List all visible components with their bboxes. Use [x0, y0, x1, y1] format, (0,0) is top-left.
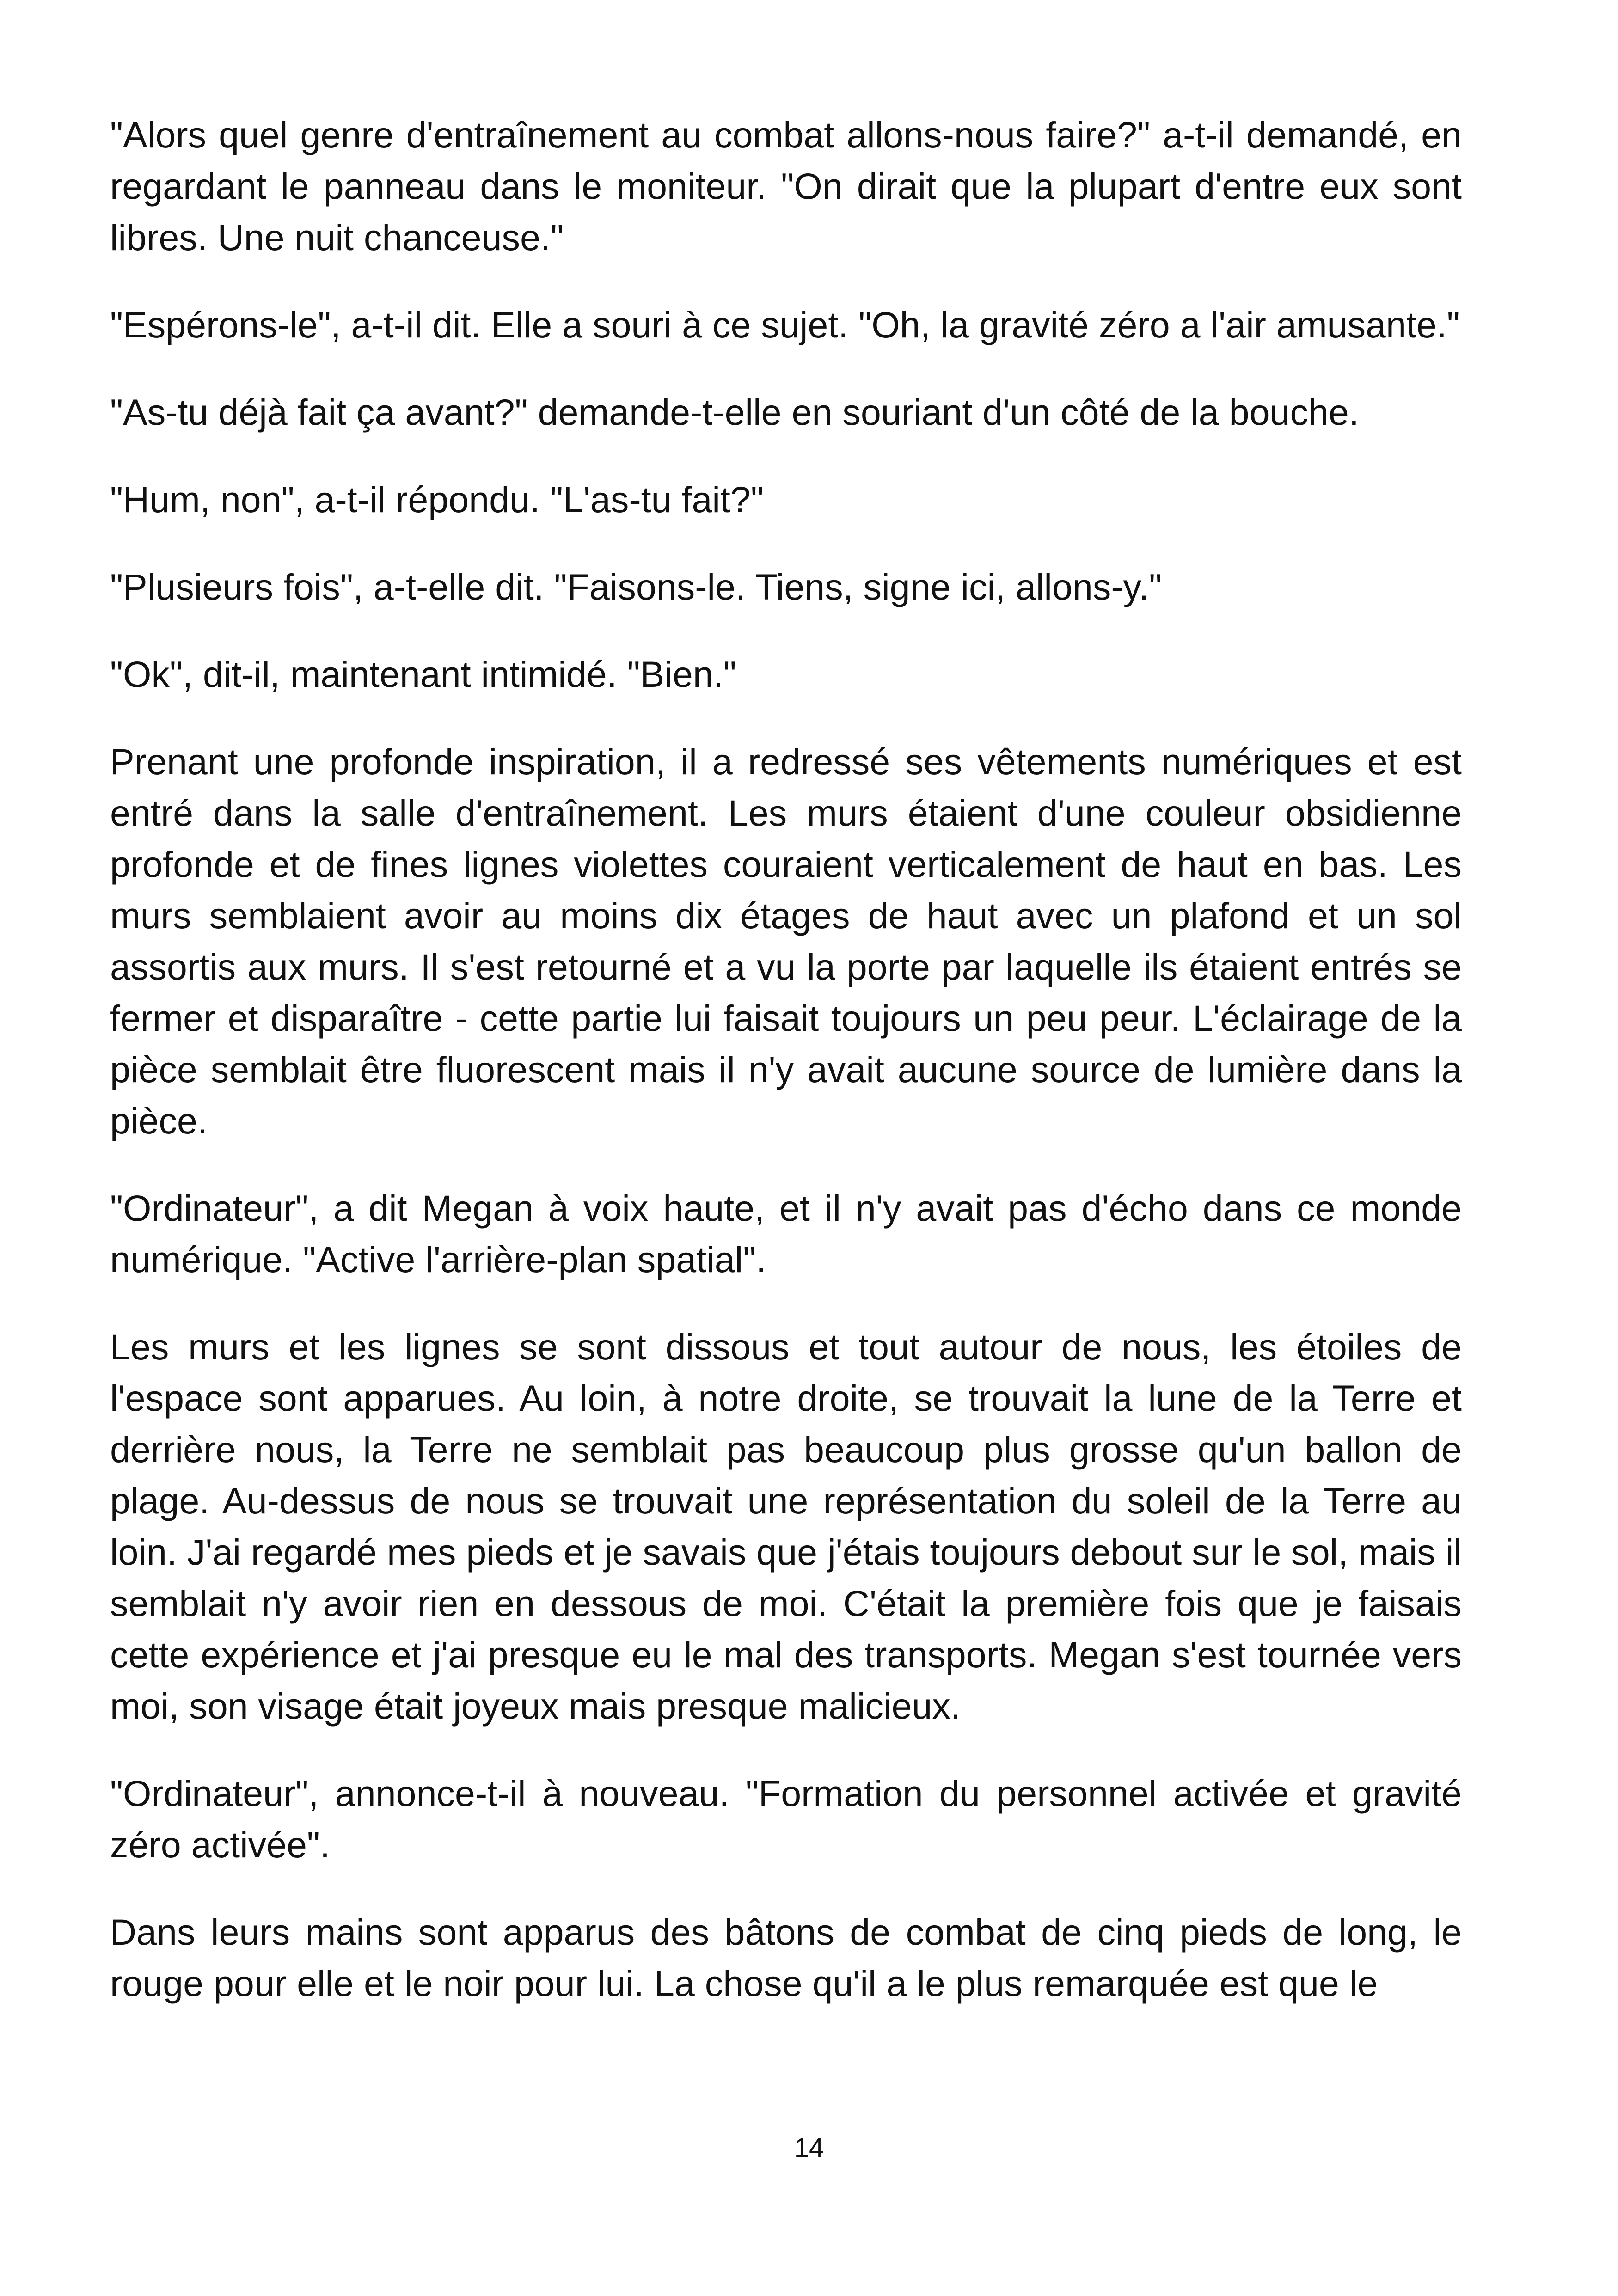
- paragraph: "Alors quel genre d'entraînement au combat allons-nous faire?" a-t-il demandé, en regardant le panneau dans le moniteur. "On dirait que la plupart d'entre eux sont libres. Une nuit chanceuse.": [110, 114, 1462, 258]
- paragraph: "As-tu déjà fait ça avant?" demande-t-elle en souriant d'un côté de la bouche.: [110, 392, 1359, 433]
- page-number: 14: [794, 2133, 824, 2163]
- paragraph: "Ok", dit-il, maintenant intimidé. "Bien.": [110, 654, 736, 695]
- paragraph: "Ordinateur", a dit Megan à voix haute, et il n'y avait pas d'écho dans ce monde numérique. "Active l'arrière-plan spatial".: [110, 1188, 1462, 1280]
- paragraph: "Hum, non", a-t-il répondu. "L'as-tu fait?": [110, 479, 764, 520]
- paragraph: "Espérons-le", a-t-il dit. Elle a souri à ce sujet. "Oh, la gravité zéro a l'air amusante.": [110, 304, 1460, 345]
- paragraph: Les murs et les lignes se sont dissous et tout autour de nous, les étoiles de l'espace sont apparues. Au loin, à notre droite, se trouvait la lune de la Terre et derrière nous, la Terre ne semblait pas beaucoup plus grosse qu'un ballon de plage. Au-dessus de nous se trouvait une représentation du soleil de la Terre au loin. J'ai regardé mes pieds et je savais que j'étais toujours debout sur le sol, mais il semblait n'y avoir rien en dessous de moi. C'était la première fois que je faisais cette expérience et j'ai presque eu le mal des transports. Megan s'est tournée vers moi, son visage était joyeux mais presque malicieux.: [110, 1326, 1462, 1727]
- paragraph: "Ordinateur", annonce-t-il à nouveau. "Formation du personnel activée et gravité zéro activée".: [110, 1773, 1462, 1865]
- paragraph: Dans leurs mains sont apparus des bâtons de combat de cinq pieds de long, le rouge pour elle et le noir pour lui. La chose qu'il a le plus remarquée est que le: [110, 1911, 1462, 2004]
- paragraph: Prenant une profonde inspiration, il a redressé ses vêtements numériques et est entré dans la salle d'entraînement. Les murs étaient d'une couleur obsidienne profonde et de fines lignes violettes couraient verticalement de haut en bas. Les murs semblaient avoir au moins dix étages de haut avec un plafond et un sol assortis aux murs. Il s'est retourné et a vu la porte par laquelle ils étaient entrés se fermer et disparaître - cette partie lui faisait toujours un peu peur. L'éclairage de la pièce semblait être fluorescent mais il n'y avait aucune source de lumière dans la pièce.: [110, 741, 1462, 1141]
- body-text: [110, 109, 1462, 2045]
- paragraph: "Plusieurs fois", a-t-elle dit. "Faisons-le. Tiens, signe ici, allons-y.": [110, 566, 1162, 607]
